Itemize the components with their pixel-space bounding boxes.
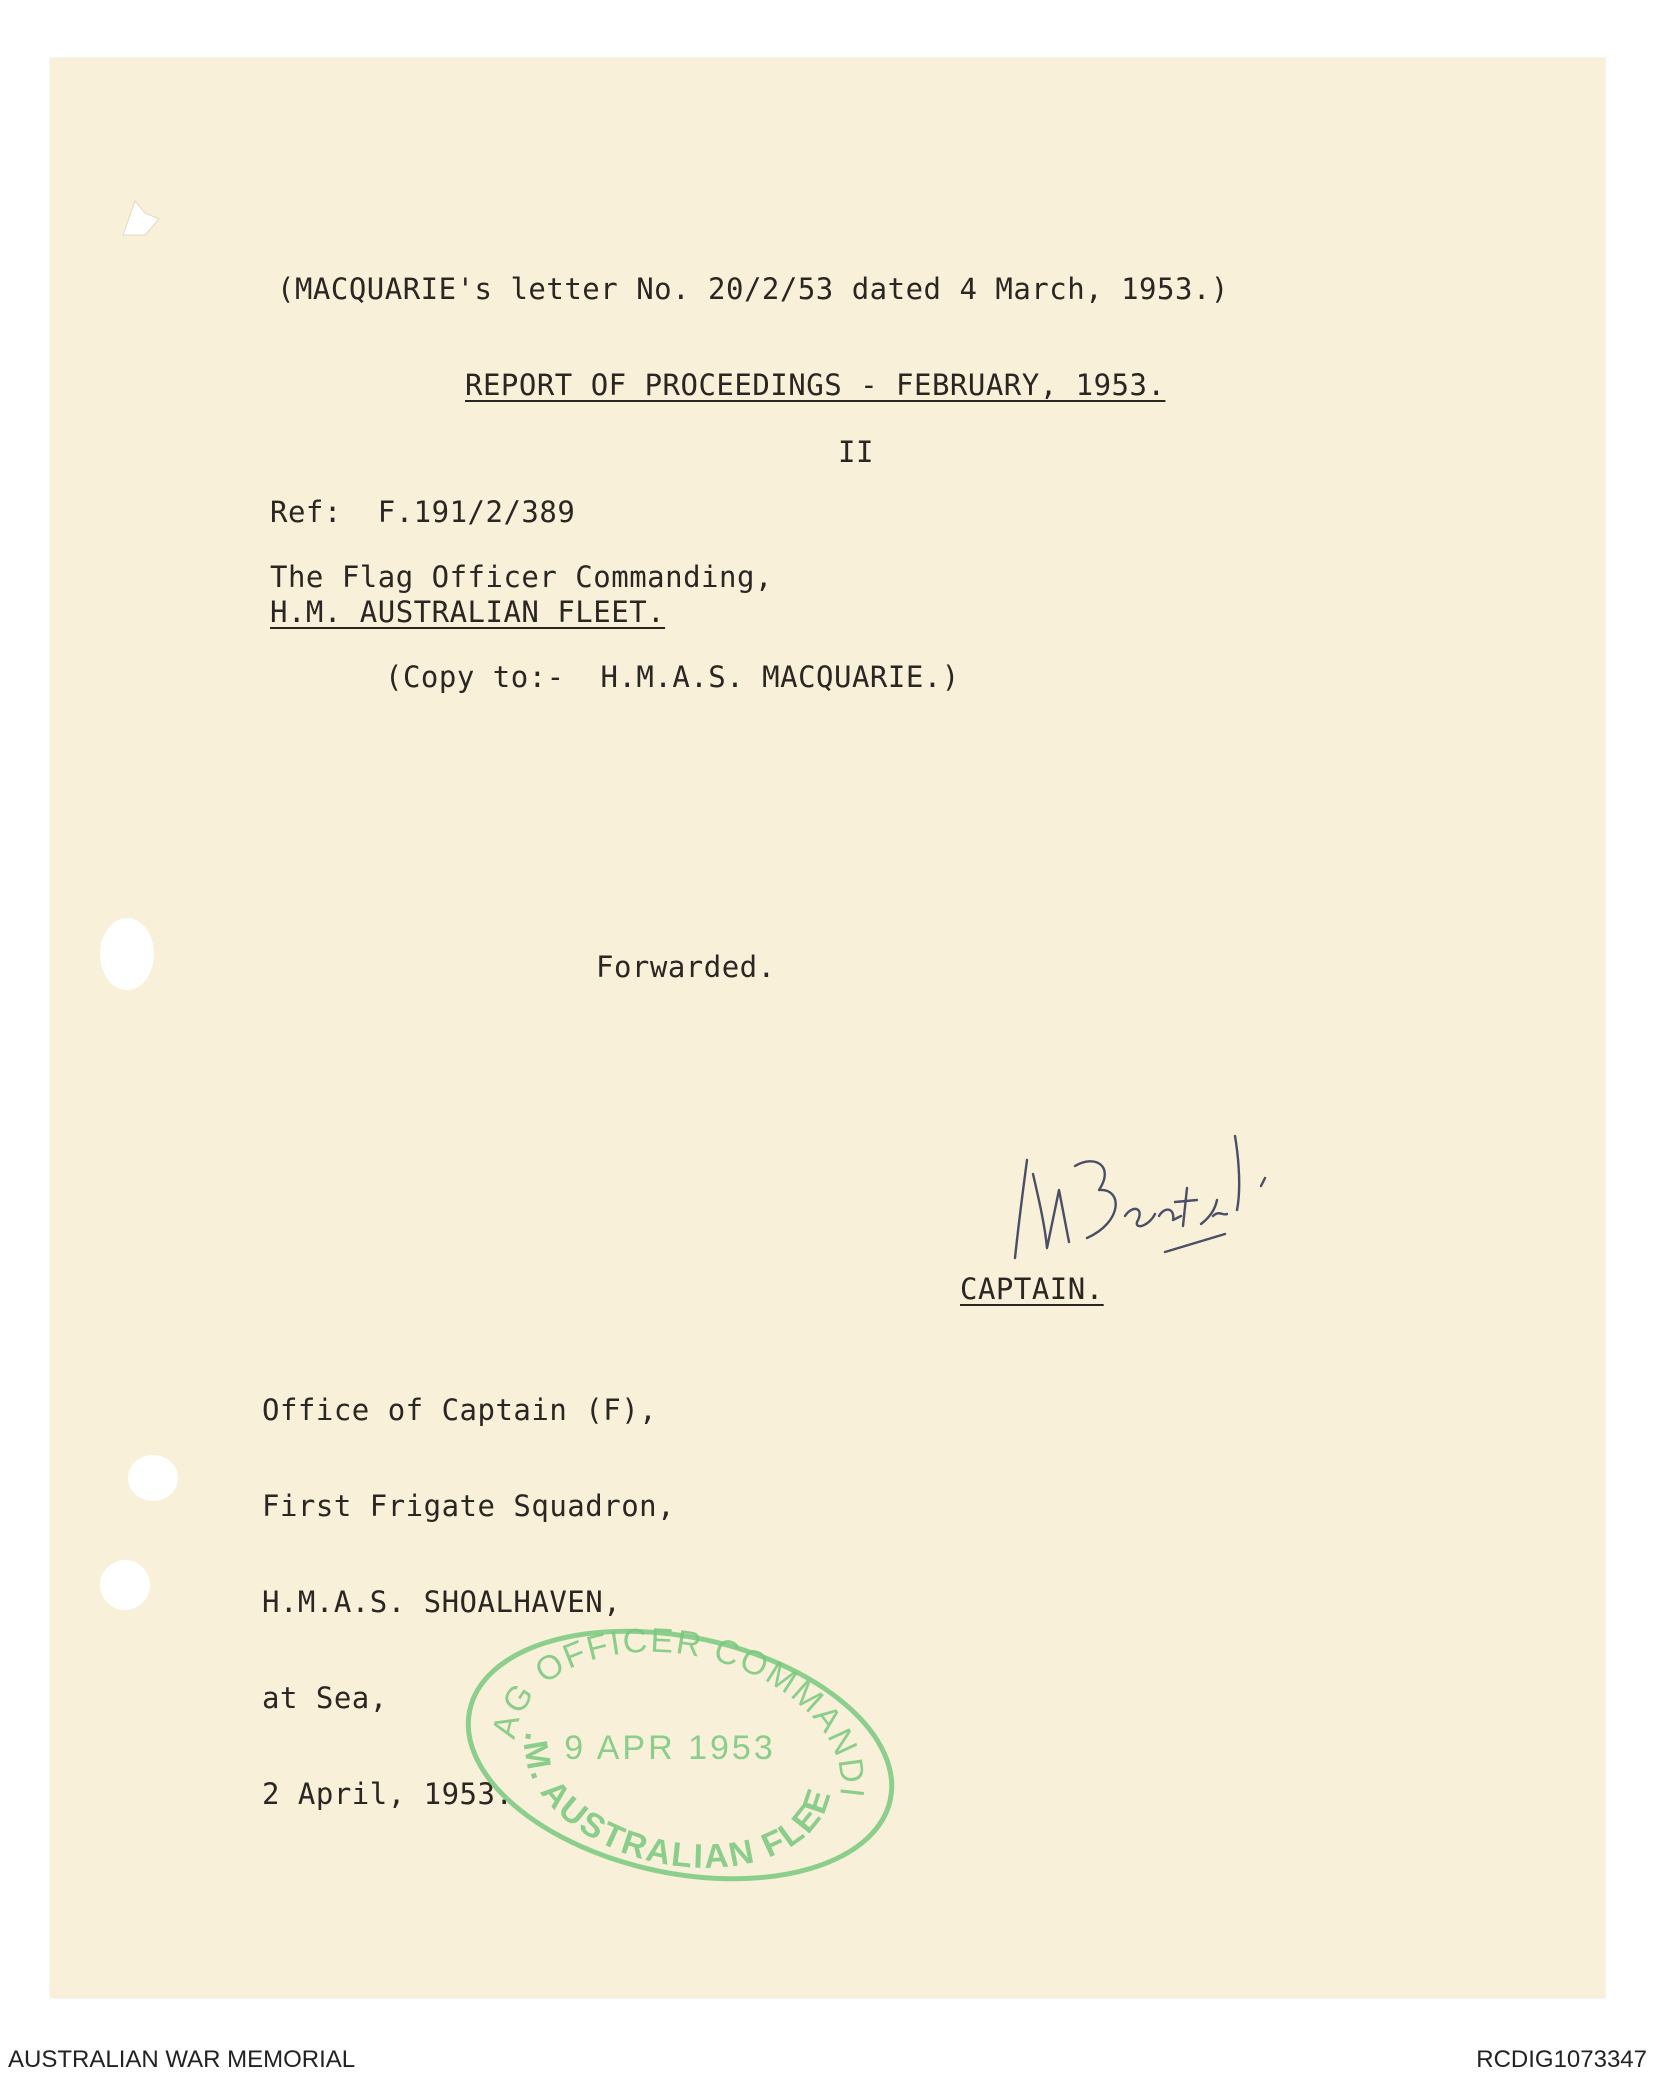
letter-header-reference: (MACQUARIE's letter No. 20/2/53 dated 4 March, 1953.) (277, 272, 1229, 306)
office-line: 2 April, 1953. (262, 1777, 514, 1811)
copy-to-line: (Copy to:- H.M.A.S. MACQUARIE.) (385, 660, 960, 694)
stamp-date: 9 APR 1953 (564, 1729, 776, 1767)
footer-archive-name: AUSTRALIAN WAR MEMORIAL (8, 2046, 356, 2073)
office-line: Office of Captain (F), (262, 1393, 658, 1427)
punch-hole (100, 918, 154, 990)
section-numeral: II (838, 435, 874, 469)
stamp-bottom-text: H.M. AUSTRALIAN FLEET (515, 1730, 840, 1877)
office-line: H.M.A.S. SHOALHAVEN, (262, 1585, 622, 1619)
signature-title: CAPTAIN. (960, 1272, 1104, 1306)
addressee-line-2: H.M. AUSTRALIAN FLEET. (270, 595, 666, 629)
reference-number: Ref: F.191/2/389 (270, 495, 576, 529)
paper-tear-mark (115, 195, 175, 245)
signature (1005, 1130, 1285, 1270)
report-title: REPORT OF PROCEEDINGS - FEBRUARY, 1953. (465, 368, 1166, 402)
office-line: at Sea, (262, 1681, 388, 1715)
office-line: First Frigate Squadron, (262, 1489, 676, 1523)
footer-record-id: RCDIG1073347 (1476, 2046, 1647, 2073)
stamp-top-text: FLAG OFFICER COMMANDING (485, 1621, 872, 1801)
punch-hole (100, 1560, 150, 1610)
received-stamp (455, 1615, 905, 1895)
body-forwarded: Forwarded. (596, 950, 776, 984)
addressee-line-1: The Flag Officer Commanding, (270, 560, 773, 594)
punch-hole (128, 1455, 178, 1501)
